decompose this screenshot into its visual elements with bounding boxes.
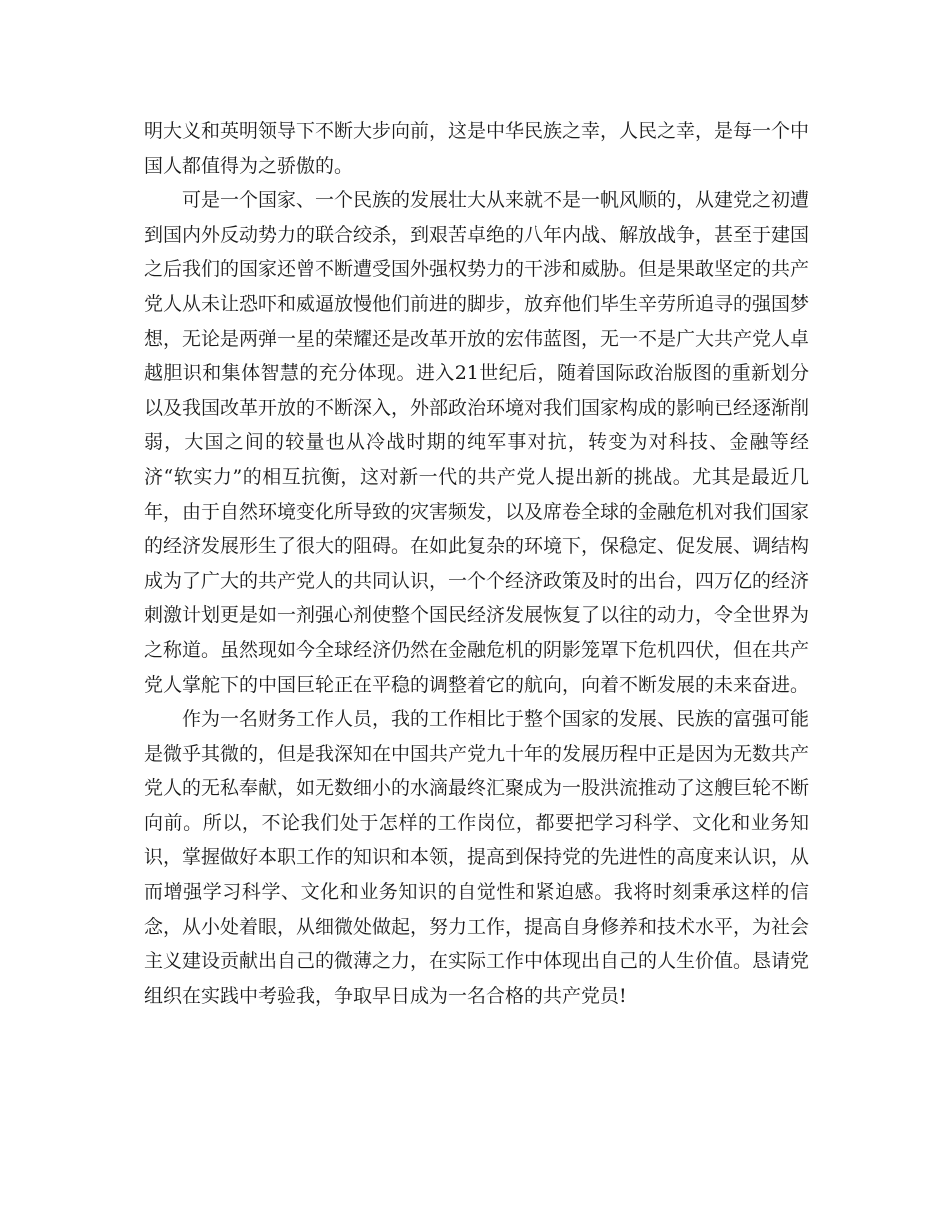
paragraph-continuation: 明大义和英明领导下不断大步向前，这是中华民族之幸，人民之幸，是每一个中国人都值得为之骄傲的。: [144, 120, 810, 177]
document-body: [144, 114, 809, 1013]
paragraph-history: 可是一个国家、一个民族的发展壮大从来就不是一帆风顺的，从建党之初遭到国内外反动势力的联合绞杀，到艰苦卓绝的八年内战、解放战争，甚至于建国之后我们的国家还曾不断遭受国外强权势力的干涉和威胁。但是果敢坚定的共产党人从未让恐吓和威逼放慢他们前进的脚步，放弃他们毕生辛劳所追寻的强国梦想，无论是两弹一星的荣耀还是改革开放的宏伟蓝图，无一不是广大共产党人卓越胆识和集体智慧的充分体现。进入21世纪后，随着国际政治版图的重新划分以及我国改革开放的不断深入，外部政治环境对我们国家构成的影响已经逐渐削弱，大国之间的较量也从冷战时期的纯军事对抗，转变为对科技、金融等经济“软实力”的相互抗衡，这对新一代的共产党人提出新的挑战。尤其是最近几年，由于自然环境变化所导致的灾害频发，以及席卷全球的金融危机对我们国家的经济发展形生了很大的阻碍。在如此复杂的环境下，保稳定、促发展、调结构成为了广大的共产党人的共同认识，一个个经济政策及时的出台，四万亿的经济刺激计划更是如一剂强心剂使整个国民经济发展恢复了以往的动力，令全世界为之称道。虽然现如今全球经济仍然在金融危机的阴影笼罩下危机四伏，但在共产党人掌舵下的中国巨轮正在平稳的调整着它的航向，向着不断发展的未来奋进。: [144, 189, 810, 696]
paragraph-personal-pledge: 作为一名财务工作人员，我的工作相比于整个国家的发展、民族的富强可能是微乎其微的，但是我深知在中国共产党九十年的发展历程中正是因为无数共产党人的无私奉献，如无数细小的水滴最终汇聚成为一股洪流推动了这艘巨轮不断向前。所以，不论我们处于怎样的工作岗位，都要把学习科学、文化和业务知识，掌握做好本职工作的知识和本领，提高到保持党的先进性的高度来认识，从而增强学习科学、文化和业务知识的自觉性和紧迫感。我将时刻秉承这样的信念，从小处着眼，从细微处做起，努力工作，提高自身修养和技术水平，为社会主义建设贡献出自己的微薄之力，在实际工作中体现出自己的人生价值。恳请党组织在实践中考验我，争取早日成为一名合格的共产党员!: [144, 708, 810, 1007]
